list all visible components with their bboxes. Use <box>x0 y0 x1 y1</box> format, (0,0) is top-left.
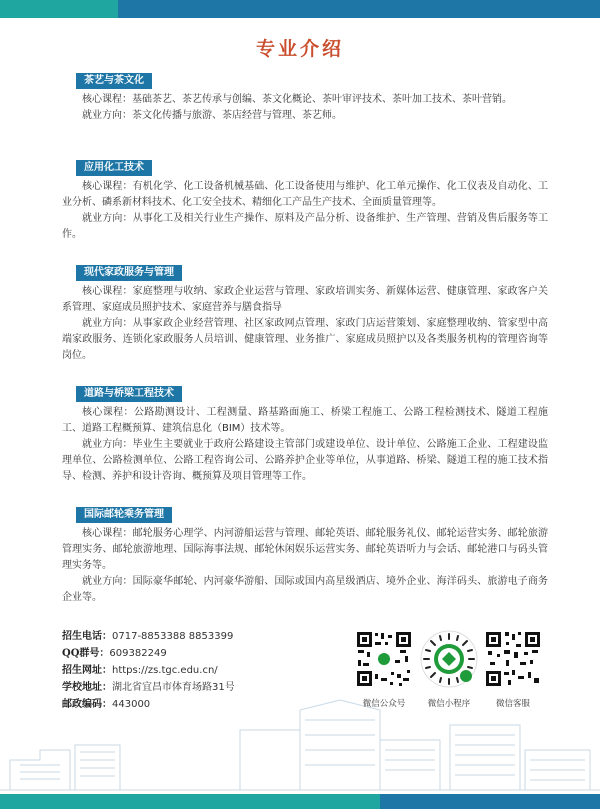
career-direction: 就业方向：从事化工及相关行业生产操作、原料及产品分析、设备维护、生产管理、营销及售后服务等工作。 <box>62 213 548 240</box>
qr-wechat-mini-program[interactable] <box>418 630 480 709</box>
core-courses: 核心课程：有机化学、化工设备机械基础、化工设备使用与维护、化工单元操作、化工仪表及自动化、工业分析、磷系新材料技术、化工安全技术、精细化工产品生产技术、全面质量管理等。 <box>62 181 548 208</box>
qr-wechat-official-account[interactable] <box>353 630 415 709</box>
qr-caption: 微信公众号 <box>362 699 406 709</box>
website-row <box>62 662 362 679</box>
core-courses: 核心课程：家庭整理与收纳、家政企业运营与管理、家政培训实务、新媒体运营、健康管理、家政客户关系管理、家庭成员照护技术、家庭营养与膳食指导 <box>62 286 548 313</box>
section-tag: 道路与桥梁工程技术 <box>76 386 182 402</box>
section-tag: 应用化工技术 <box>76 160 152 176</box>
core-courses: 核心课程：公路勘测设计、工程测量、路基路面施工、桥梁工程施工、公路工程检测技术、隧道工程施工、道路工程概预算、建筑信息化（BIM）技术等。 <box>62 407 548 434</box>
bottom-accent-bar-blue <box>380 794 600 809</box>
section-tea-art <box>62 68 548 124</box>
qr-caption: 微信客服 <box>495 699 530 709</box>
qr-code-icon <box>355 630 413 688</box>
qr-caption: 微信小程序 <box>427 699 471 709</box>
website-label: 招生网址： <box>62 665 112 676</box>
section-road-bridge-engineering <box>62 381 548 485</box>
postcode-row <box>62 696 362 713</box>
page-title: 专业介绍 <box>255 38 344 60</box>
postcode-value: 443000 <box>112 699 151 710</box>
section-tag: 茶艺与茶文化 <box>76 73 152 89</box>
phone-row <box>62 628 362 645</box>
top-accent-bar-blue <box>118 0 600 18</box>
bottom-accent-bar-teal <box>0 794 380 809</box>
phone-value: 0717-8853388 8853399 <box>112 631 234 642</box>
core-courses: 核心课程：邮轮服务心理学、内河游船运营与管理、邮轮英语、邮轮服务礼仪、邮轮运营实务、邮轮旅游管理实务、邮轮旅游地理、国际海事法规、邮轮休闲娱乐运营实务、邮轮英语听力与会话、邮轮港口与码头管理实务等。 <box>62 528 548 571</box>
career-direction: 就业方向：国际豪华邮轮、内河豪华游船、国际或国内高星级酒店、境外企业、海洋码头、旅游电子商务企业等。 <box>62 576 548 603</box>
address-value: 湖北省宜昌市体育场路31号 <box>112 682 235 693</box>
contact-info <box>62 628 362 713</box>
section-tag: 现代家政服务与管理 <box>76 265 182 281</box>
qq-label: QQ群号： <box>62 648 110 659</box>
career-direction: 就业方向：茶文化传播与旅游、茶店经营与管理、茶艺师。 <box>82 110 342 121</box>
core-courses: 核心课程：基础茶艺、茶艺传承与创编、茶文化概论、茶叶审评技术、茶叶加工技术、茶叶营销。 <box>82 94 512 105</box>
website-link[interactable]: https://zs.tgc.edu.cn/ <box>112 665 218 676</box>
qr-wechat-customer-service[interactable] <box>482 630 544 709</box>
section-domestic-service <box>62 260 548 364</box>
top-accent-bar-teal <box>0 0 118 18</box>
postcode-label: 邮政编码： <box>62 699 112 710</box>
mini-program-code-icon <box>420 630 478 688</box>
address-label: 学校地址： <box>62 682 112 693</box>
section-cruise-service <box>62 502 548 606</box>
phone-label: 招生电话： <box>62 631 112 642</box>
section-tag: 国际邮轮乘务管理 <box>76 507 172 523</box>
qq-value: 609382249 <box>109 648 167 659</box>
career-direction: 就业方向：毕业生主要就业于政府公路建设主管部门或建设单位、设计单位、公路施工企业、工程建设监理单位、公路检测单位、公路工程咨询公司、公路养护企业等单位，从事道路、桥梁、隧道工程的施工技术指导、检测、养护和设计咨询、概预算及项目管理等工作。 <box>62 439 548 482</box>
career-direction: 就业方向：从事家政企业经营管理、社区家政网点管理、家政门店运营策划、家庭整理收纳、管家型中高端家政服务、连锁化家政服务人员培训、健康管理、业务推广、家庭成员照护以及各类服务机构的管理咨询等岗位。 <box>62 318 548 361</box>
qr-code-icon <box>484 630 542 688</box>
section-chemical-technology <box>62 155 548 243</box>
address-row <box>62 679 362 696</box>
qq-row <box>62 645 362 662</box>
